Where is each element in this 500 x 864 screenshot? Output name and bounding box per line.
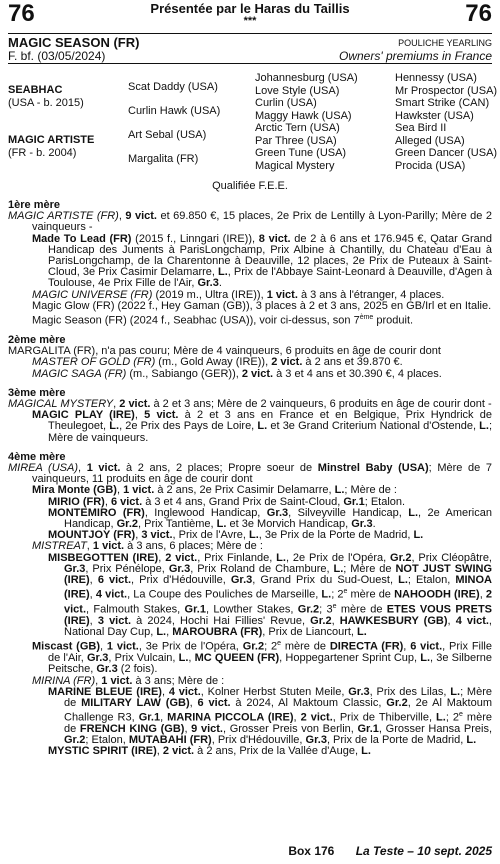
dam-name: MAGIC ARTISTE [8,134,95,146]
produce-magic-saga: MAGIC SAGA (FR) (m., Sabiango (GER)), 2 vict. à 3 et 4 ans et 30.390 €, 4 places. [32,367,442,380]
gen2-sire-sire: Scat Daddy (USA) [128,81,218,93]
header-rule [8,33,492,34]
owners-note: Owners' premiums in France [339,49,492,63]
gen3-f: Par Three (USA) [255,134,337,147]
sire-name: SEABHAC [8,84,63,96]
produce-misbegotten: MISBEGOTTEN (IRE), 2 vict., Prix Finlande, L., 2e Prix de l'Opéra, Gr.2, Prix Cléopâtre, Gr.3, Prix Pénélope, Gr.3, Prix Roland de Chambure, L.; Mère de NOT JUST SWING (IRE), 6 vict., Prix d'Hédouville, Gr.3, Grand Prix du Sud-Ouest, L.; Etalon, MINOA (IRE), 4 vict., La Coupe des Pouliches de Marseille, L.; 2e mère de NAHOODH (IRE), 2 vict., Falmouth Stakes, Gr.1, Lowther Stakes, Gr.2; 3e mère de ETES VOUS PRETS (IRE), 3 vict. à 2024, Hochi Hai Fillies' Revue, Gr.2, HAWKESBURY (GB), 4 vict., National Day Cup, L., MAROUBRA (FR), Prix de Liancourt, L. [48,551,492,639]
produce-magic-season: Magic Season (FR) (2024 f., Seabhac (USA)), voir ci-dessus, son 7ème produit. [32,314,414,327]
lot-number-left: 76 [8,0,35,27]
qualification: Qualifiée F.E.E. [212,180,288,192]
produce-made-to-lead: Made To Lead (FR) (2015 f., Linngari (IRE)), 8 vict. de 2 à 6 ans et 176.945 €, Qatar Grand Handicap des Juments à ParisLongchamp, Prix Albine à Chantilly, du Chateau d'Eau à ParisLongchamp, de la Charentonne à Deauville, 12 places, 2e Prix de Puteaux à Saint-Cloud, 3e Prix Casimir Delamarre, L., Prix de l'Abbaye Saint-Leonard à Deauville, d'Agen à Toulouse, 4e Prix Fille de l'Air, Gr.3. [32,232,493,290]
consignor-text: Présentée par le Haras du Taillis [150,1,350,16]
horse-name: MAGIC SEASON (FR) [8,35,140,50]
gen3-o: Green Dancer (USA) [395,147,498,159]
lot-number-right: 76 [465,0,492,27]
first-dam-text: MAGIC ARTISTE (FR), 9 vict. et 69.850 €, 15 places, 2e Prix de Lentilly à Lyon-Parilly; Mère de 2 vainqueurs - [8,210,492,234]
produce-magic-glow: Magic Glow (FR) (2022 f., Hey Gaman (GB)), 3 places à 2 et 3 ans, 2025 en GB/Irl et en Italie. [32,299,492,312]
gen3-b: Love Style (USA) [255,84,340,97]
produce-mirio: MIRIO (FR), 6 vict. à 3 et 4 ans, Grand Prix de Saint-Cloud, Gr.1; Etalon. [48,495,406,508]
page-footer [270,844,492,858]
sale-info: La Teste – 10 sept. 2025 [355,844,492,858]
gen3-k: Smart Strike (CAN) [395,97,490,109]
gen3-n: Alleged (USA) [395,134,465,147]
box-number: Box 176 [288,844,335,858]
produce-mistreat: MISTREAT, 1 vict. à 3 ans, 6 places; Mère de : [32,540,263,553]
stars: *** [243,15,257,27]
gen3-l: Hawkster (USA) [395,109,474,122]
third-dam-text: MAGICAL MYSTERY, 2 vict. à 2 et 3 ans; Mère de 2 vainqueurs, 6 produits en âge de courir dont - [8,397,492,410]
produce-magic-universe: MAGIC UNIVERSE (FR) (2019 m., Ultra (IRE)), 1 vict. à 3 ans à l'étranger, 4 places. [32,288,445,301]
gen3-a: Johannesburg (USA) [255,72,358,84]
section-heading-second-dam: 2ème mère [8,333,66,346]
produce-mirina: MIRINA (FR), 1 vict. à 3 ans; Mère de : [32,674,225,687]
section-heading-fourth-dam: 4ème mère [8,450,66,463]
gen3-g: Green Tune (USA) [255,147,347,159]
gen2-sire-dam: Curlin Hawk (USA) [128,105,221,117]
produce-mystic-spirit: MYSTIC SPIRIT (IRE), 2 vict. à 2 ans, Prix de la Vallée d'Auge, L. [48,745,371,758]
produce-master-of-gold: MASTER OF GOLD (FR) (m., Gold Away (IRE)), 2 vict. à 2 ans et 39.870 €. [32,356,403,369]
produce-mountjoy: MOUNTJOY (FR), 3 vict., Prix de l'Avre, L., 3e Prix de la Porte de Madrid, L. [48,529,424,542]
produce-montemiro: MONTEMIRO (FR), Inglewood Handicap, Gr.3, Silveyville Handicap, L., 2e American Handicap, Gr.2, Prix Tantième, L. et 3e Morvich Handicap, Gr.3. [48,506,492,530]
gen3-c: Curlin (USA) [255,97,317,109]
catalogue-header [0,0,500,36]
gen3-p: Procida (USA) [395,159,466,172]
produce-miscast: Miscast (GB), 1 vict., 3e Prix de l'Opéra, Gr.2; 2e mère de DIRECTA (FR), 6 vict., Prix Fille de l'Air, Gr.3, Prix Vulcain, L., MC QUEEN (FR), Hoppegartener Sprint Cup, L., 3e Silberne Peitsche, Gr.3 (2 fois). [32,640,492,676]
section-heading-third-dam: 3ème mère [8,386,66,399]
second-dam-text: MARGALITA (FR), n'a pas couru; Mère de 4 vainqueurs, 6 produits en âge de courir dont [8,345,441,358]
sire-info: (USA - b. 2015) [8,97,84,109]
gen3-d: Maggy Hawk (USA) [255,109,352,122]
consignor-line [0,2,500,28]
gen3-j: Mr Prospector (USA) [395,84,498,97]
produce-record [8,200,492,758]
section-heading-first-dam: 1ère mère [8,199,60,211]
pedigree-table [0,72,500,172]
gen2-dam-sire: Art Sebal (USA) [128,129,207,141]
gen3-h: Magical Mystery [255,159,335,172]
gen3-i: Hennessy (USA) [395,72,477,84]
dam-info: (FR - b. 2004) [8,147,77,159]
birth-info: F. bf. (03/05/2024) [8,49,106,63]
produce-marine-bleue: MARINE BLEUE (IRE), 4 vict., Kolner Herbst Stuten Meile, Gr.3, Prix des Lilas, L.; Mère de MILITARY LAW (GB), 6 vict. à 2024, Al Maktoum Classic, Gr.2, 2e Al Maktoum Challenge R3, Gr.1, MARINA PICCOLA (IRE), 2 vict., Prix de Thiberville, L.; 2e mère de FRENCH KING (GB), 9 vict., Grosser Preis von Berlin, Gr.1, Grosser Hansa Preis, Gr.2; Etalon, MUTABAHI (FR), Prix d'Hédouville, Gr.3, Prix de la Porte de Madrid, L. [48,685,493,747]
gen3-e: Arctic Tern (USA) [255,122,340,134]
gen2-dam-dam: Margalita (FR) [128,153,199,165]
name-rule [8,63,492,64]
produce-magic-play: MAGIC PLAY (IRE), 5 vict. à 2 et 3 ans en France et en Belgique, Prix Hyndrick de Theulegoet, L., 2e Prix des Pays de Loire, L. et 3e Grand Criterium National d'Ostende, L.; Mère de vainqueurs. [32,409,493,444]
produce-mira-monte: Mira Monte (GB), 1 vict. à 2 ans, 2e Prix Casimir Delamarre, L.; Mère de : [32,484,397,497]
gen3-m: Sea Bird II [395,122,447,134]
sex-age: POULICHE YEARLING [398,38,492,48]
fourth-dam-text: MIREA (USA), 1 vict. à 2 ans, 2 places; Propre soeur de Minstrel Baby (USA); Mère de 7 vainqueurs, 11 produits en âge de courir dont [8,461,492,486]
